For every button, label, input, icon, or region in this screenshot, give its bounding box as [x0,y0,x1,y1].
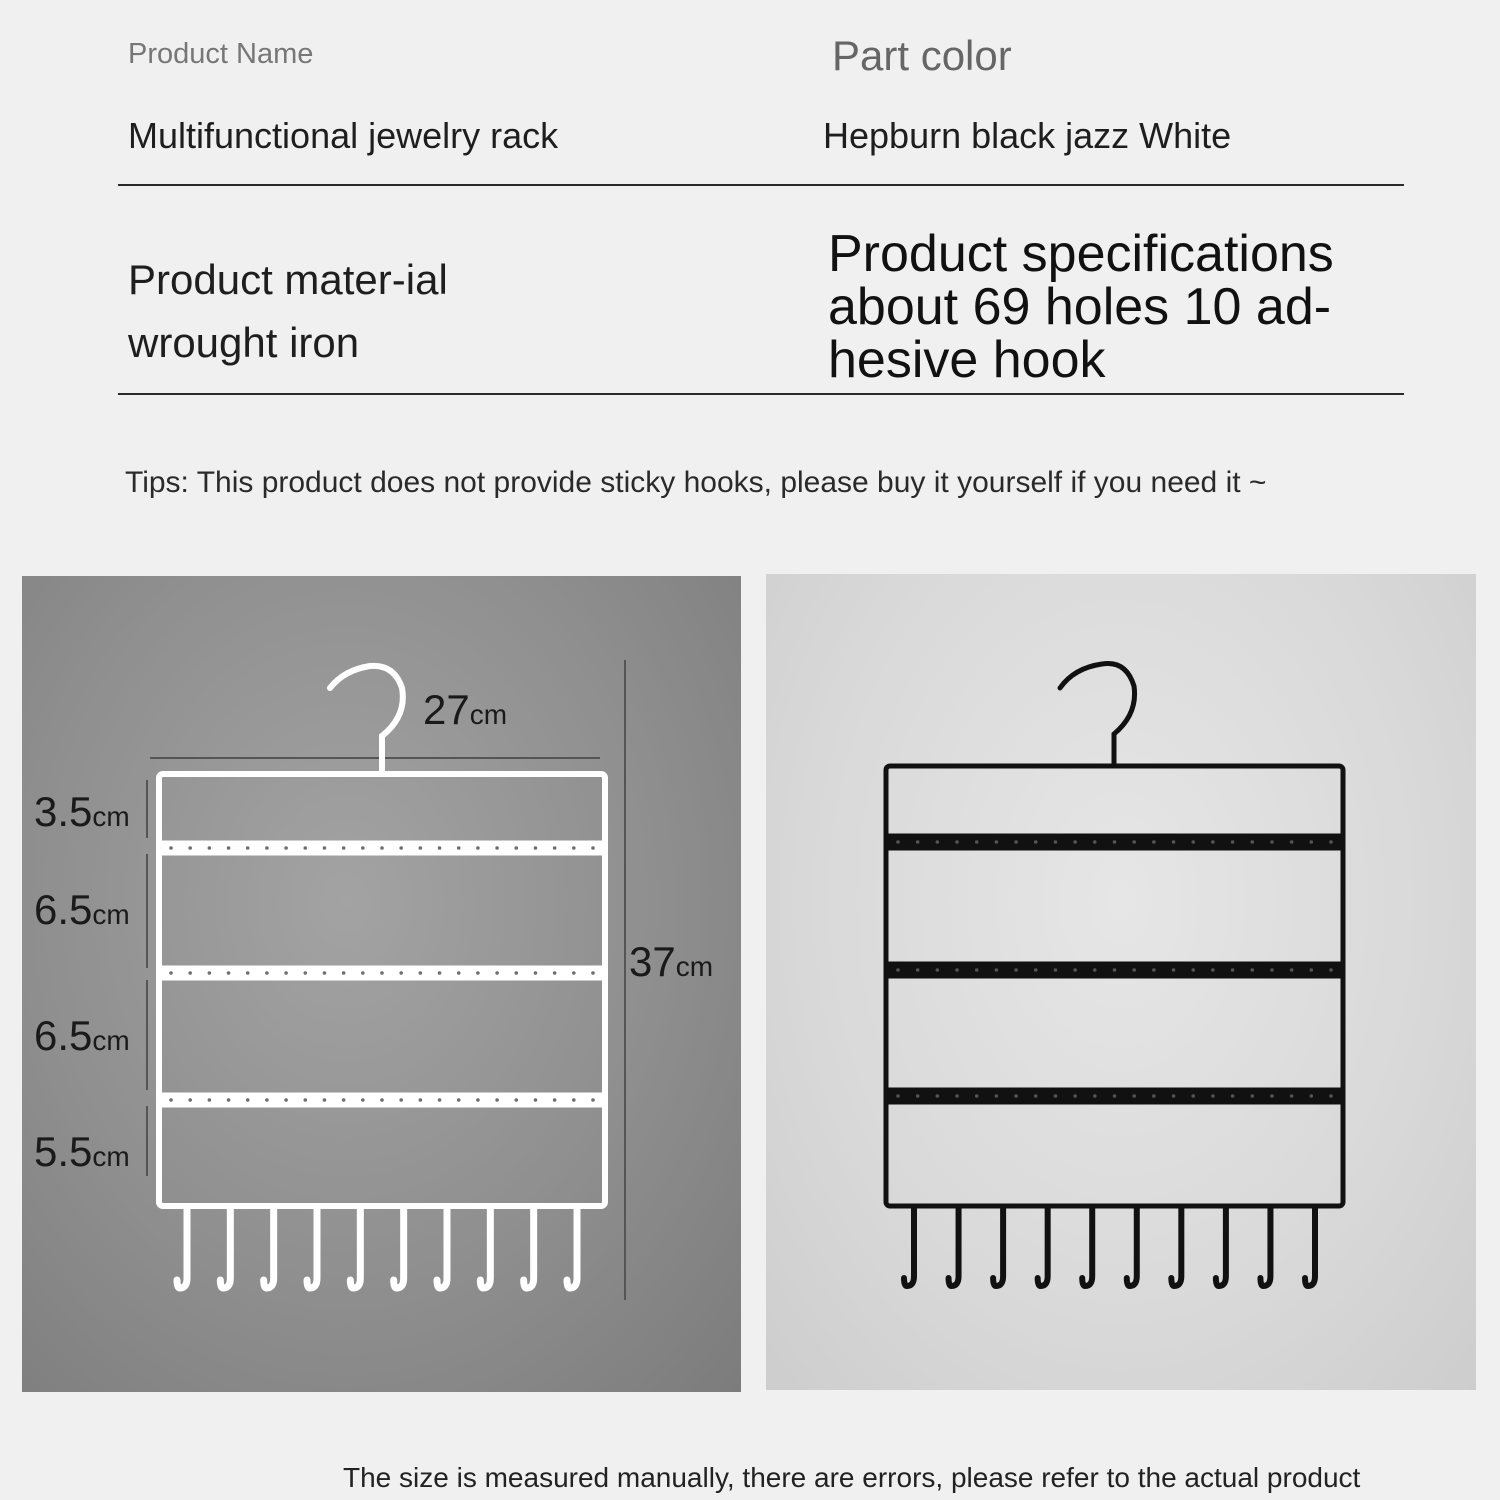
earring-hole [553,971,557,975]
earring-hole [188,1098,192,1102]
necklace-hook [437,1208,447,1288]
earring-hole [380,1098,384,1102]
earring-hole [1113,968,1117,972]
earring-hole [1172,968,1176,972]
earring-hole [936,1094,940,1098]
earring-hole [916,968,920,972]
earring-hole [208,971,212,975]
earring-hole [323,846,327,850]
necklace-hook [904,1208,914,1286]
earring-hole [1329,1094,1333,1098]
earring-hole [495,846,499,850]
table-divider [118,393,1404,395]
earring-hole [323,971,327,975]
earring-hole [591,971,595,975]
earring-hole [1191,968,1195,972]
necklace-hook [264,1208,274,1288]
earring-hole [399,1098,403,1102]
earring-hole [572,846,576,850]
earring-hole [265,1098,269,1102]
earring-hole [975,840,979,844]
earring-hole [1054,968,1058,972]
earring-hole [1329,968,1333,972]
earring-hole [1073,1094,1077,1098]
width-dimension-label: 27cm [423,686,508,733]
height-dimension-label: 37cm [629,938,714,985]
specifications-text: Product specifications about 69 holes 10 ad-hesive hook [828,225,1334,389]
earring-hole [495,971,499,975]
earring-hole [1211,1094,1215,1098]
earring-hole [1093,840,1097,844]
earring-hole [1054,1094,1058,1098]
earring-hole [1231,1094,1235,1098]
earring-hole [246,846,250,850]
necklace-hook [1305,1208,1315,1286]
earring-hole [380,971,384,975]
earring-hole [457,971,461,975]
earring-hole [995,968,999,972]
earring-hole [1191,1094,1195,1098]
earring-hole [227,971,231,975]
material-text: Product mater-ial wrought iron [128,256,448,366]
earring-hole [361,971,365,975]
earring-hole [534,846,538,850]
earring-hole [553,1098,557,1102]
necklace-hook [1127,1208,1137,1286]
earring-hole [1034,840,1038,844]
earring-hole [514,846,518,850]
necklace-hook [993,1208,1003,1286]
earring-hole [227,846,231,850]
earring-hole [361,1098,365,1102]
earring-hole [1014,1094,1018,1098]
earring-hole [438,846,442,850]
earring-hole [572,971,576,975]
earring-hole [1014,968,1018,972]
necklace-hook [220,1208,230,1288]
earring-hole [534,1098,538,1102]
necklace-hook [567,1208,577,1288]
earring-hole [208,1098,212,1102]
earring-hole [1250,1094,1254,1098]
necklace-hook [1038,1208,1048,1286]
earring-hole [1191,840,1195,844]
product-name-label: Product Name [128,38,314,70]
earring-hole [1172,1094,1176,1098]
earring-hole [495,1098,499,1102]
earring-hole [1211,968,1215,972]
earring-hole [1310,1094,1314,1098]
earring-hole [476,971,480,975]
hanger-hook [330,666,403,772]
earring-hole [284,971,288,975]
earring-hole [916,840,920,844]
earring-hole [1290,840,1294,844]
earring-hole [361,846,365,850]
black-rack-photo [766,574,1476,1390]
earring-hole [227,1098,231,1102]
earring-hole [1290,1094,1294,1098]
earring-hole [169,1098,173,1102]
part-color-value: Hepburn black jazz White [823,115,1232,156]
earring-hole [419,1098,423,1102]
earring-hole [188,846,192,850]
earring-hole [188,971,192,975]
earring-hole [438,1098,442,1102]
earring-hole [1152,968,1156,972]
earring-hole [476,846,480,850]
black-rack-drawing [766,574,1476,1390]
earring-hole [342,971,346,975]
earring-hole [1132,1094,1136,1098]
earring-hole [995,840,999,844]
earring-hole [975,1094,979,1098]
earring-hole [246,1098,250,1102]
earring-hole [1113,840,1117,844]
earring-hole [514,971,518,975]
earring-hole [380,846,384,850]
earring-hole [323,1098,327,1102]
necklace-hook [350,1208,360,1288]
product-name-value: Multifunctional jewelry rack [128,115,559,156]
earring-hole [457,846,461,850]
earring-hole [246,971,250,975]
earring-hole [438,971,442,975]
earring-hole [1034,1094,1038,1098]
gap-dimension-label-4: 5.5cm [34,1128,130,1175]
earring-hole [1270,968,1274,972]
earring-hole [1211,840,1215,844]
earring-hole [1329,840,1333,844]
necklace-hook [1216,1208,1226,1286]
earring-hole [1073,968,1077,972]
earring-hole [303,971,307,975]
necklace-hook [1082,1208,1092,1286]
gap-dimension-label-3: 6.5cm [34,1012,130,1059]
earring-hole [591,846,595,850]
earring-hole [419,846,423,850]
earring-hole [534,971,538,975]
earring-hole [1152,1094,1156,1098]
earring-hole [955,968,959,972]
earring-hole [1132,968,1136,972]
earring-hole [1231,840,1235,844]
necklace-hook [524,1208,534,1288]
earring-hole [1073,840,1077,844]
earring-hole [399,971,403,975]
footer-note: The size is measured manually, there are errors, please refer to the actual product [343,1462,1361,1493]
white-rack-photo [22,576,741,1392]
earring-hole [284,1098,288,1102]
necklace-hook [480,1208,490,1288]
necklace-hook [177,1208,187,1288]
earring-hole [342,1098,346,1102]
earring-hole [303,846,307,850]
earring-hole [265,846,269,850]
earring-hole [955,840,959,844]
necklace-hook [1260,1208,1270,1286]
earring-hole [457,1098,461,1102]
earring-hole [399,846,403,850]
earring-hole [1172,840,1176,844]
earring-hole [1250,840,1254,844]
earring-hole [265,971,269,975]
earring-hole [1034,968,1038,972]
earring-hole [1290,968,1294,972]
earring-hole [955,1094,959,1098]
earring-hole [303,1098,307,1102]
earring-hole [169,971,173,975]
earring-hole [896,968,900,972]
earring-hole [476,1098,480,1102]
white-rack [157,666,607,1288]
part-color-label: Part color [832,32,1012,79]
earring-hole [936,840,940,844]
earring-hole [1054,840,1058,844]
table-divider [118,184,1404,186]
earring-hole [936,968,940,972]
earring-hole [1093,968,1097,972]
rack-frame [159,774,605,1206]
earring-hole [591,1098,595,1102]
earring-hole [1270,1094,1274,1098]
earring-hole [1231,968,1235,972]
earring-hole [419,971,423,975]
necklace-hook [307,1208,317,1288]
earring-hole [1132,840,1136,844]
earring-hole [995,1094,999,1098]
earring-hole [1250,968,1254,972]
earring-hole [1093,1094,1097,1098]
earring-hole [896,840,900,844]
earring-hole [1270,840,1274,844]
necklace-hook [394,1208,404,1288]
necklace-hook [949,1208,959,1286]
earring-hole [896,1094,900,1098]
earring-hole [1310,840,1314,844]
earring-hole [553,846,557,850]
gap-dimension-label-2: 6.5cm [34,886,130,933]
earring-hole [1310,968,1314,972]
necklace-hook [1171,1208,1181,1286]
earring-hole [1113,1094,1117,1098]
tips-text: Tips: This product does not provide sticky hooks, please buy it yourself if you need it ~ [125,466,1267,499]
earring-hole [1014,840,1018,844]
earring-hole [572,1098,576,1102]
earring-hole [514,1098,518,1102]
earring-hole [342,846,346,850]
black-rack [884,663,1345,1286]
earring-hole [284,846,288,850]
hanger-hook [1060,663,1135,766]
earring-hole [169,846,173,850]
earring-hole [1152,840,1156,844]
earring-hole [208,846,212,850]
earring-hole [975,968,979,972]
earring-hole [916,1094,920,1098]
rack-frame [886,766,1343,1206]
gap-dimension-label-1: 3.5cm [34,788,130,835]
